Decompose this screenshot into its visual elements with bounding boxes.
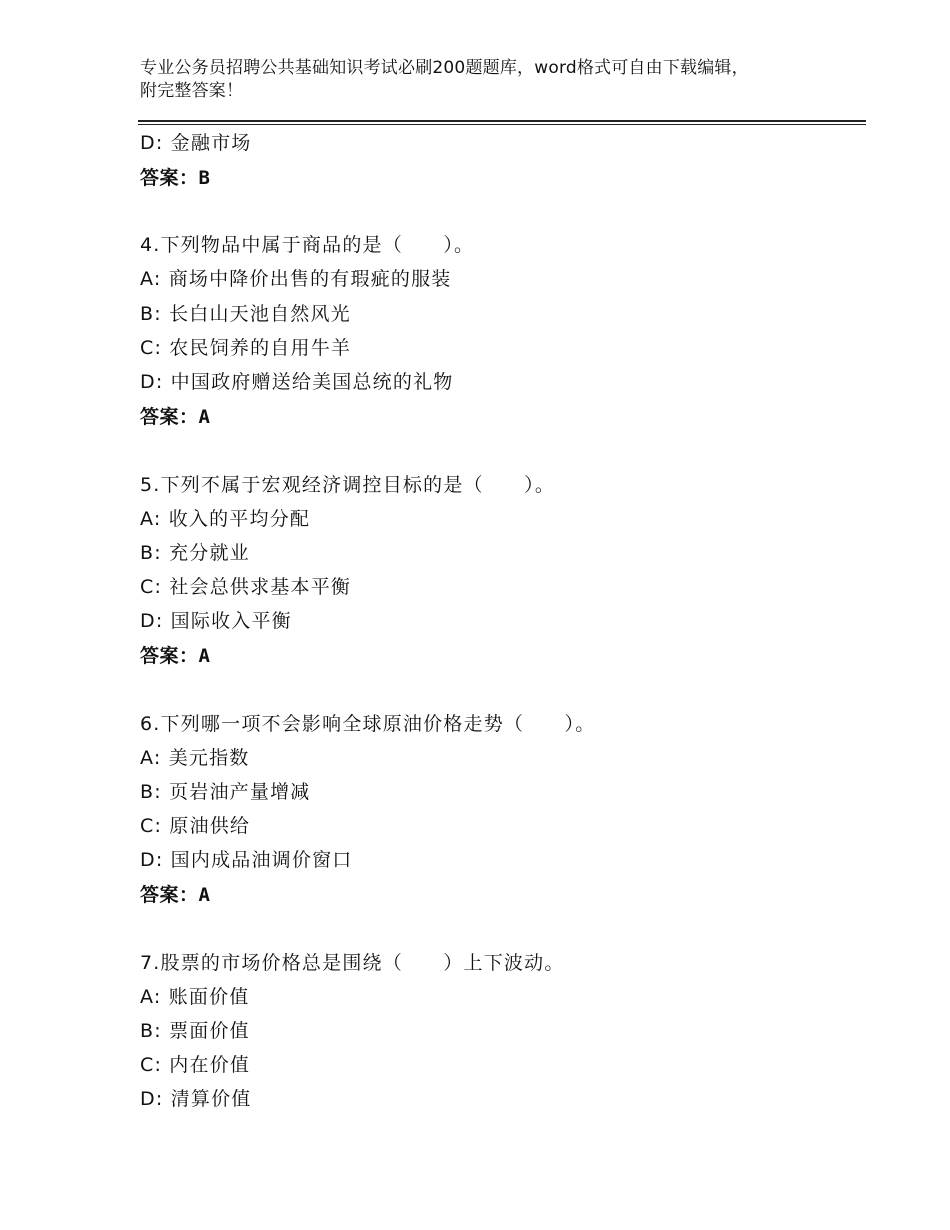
option-d: D: 中国政府赠送给美国总统的礼物 — [140, 371, 454, 393]
answer: 答案：A — [140, 884, 211, 906]
option-d: D: 清算价值 — [140, 1088, 252, 1110]
question-6: 6.下列哪一项不会影响全球原油价格走势（ ）。 — [140, 713, 596, 735]
option-b: B: 票面价值 — [140, 1020, 250, 1042]
header-line-1: 专业公务员招聘公共基础知识考试必刷200题题库，word格式可自由下载编辑， — [140, 58, 749, 78]
option-d: D: 国内成品油调价窗口 — [140, 849, 353, 871]
option-a: A: 账面价值 — [140, 986, 250, 1008]
question-4: 4.下列物品中属于商品的是（ ）。 — [140, 234, 475, 256]
header-line-2: 附完整答案！ — [140, 81, 244, 101]
option-a: A: 收入的平均分配 — [140, 508, 311, 530]
option-a: A: 商场中降价出售的有瑕疵的服装 — [140, 268, 452, 290]
option-c: C: 社会总供求基本平衡 — [140, 576, 352, 598]
document-header — [140, 57, 820, 103]
option-d: D: 金融市场 — [140, 132, 252, 154]
option-c: C: 农民饲养的自用牛羊 — [140, 337, 352, 359]
header-divider-thick — [138, 120, 866, 122]
question-5: 5.下列不属于宏观经济调控目标的是（ ）。 — [140, 474, 556, 496]
option-d: D: 国际收入平衡 — [140, 610, 292, 632]
answer: 答案：A — [140, 406, 211, 428]
option-a: A: 美元指数 — [140, 747, 250, 769]
option-c: C: 内在价值 — [140, 1054, 251, 1076]
option-b: B: 页岩油产量增减 — [140, 781, 311, 803]
option-b: B: 长白山天池自然风光 — [140, 303, 351, 325]
answer: 答案：B — [140, 167, 211, 189]
option-b: B: 充分就业 — [140, 542, 250, 564]
header-divider-thin — [138, 124, 866, 125]
question-7: 7.股票的市场价格总是围绕（ ）上下波动。 — [140, 952, 565, 974]
answer: 答案：A — [140, 645, 211, 667]
option-c: C: 原油供给 — [140, 815, 251, 837]
